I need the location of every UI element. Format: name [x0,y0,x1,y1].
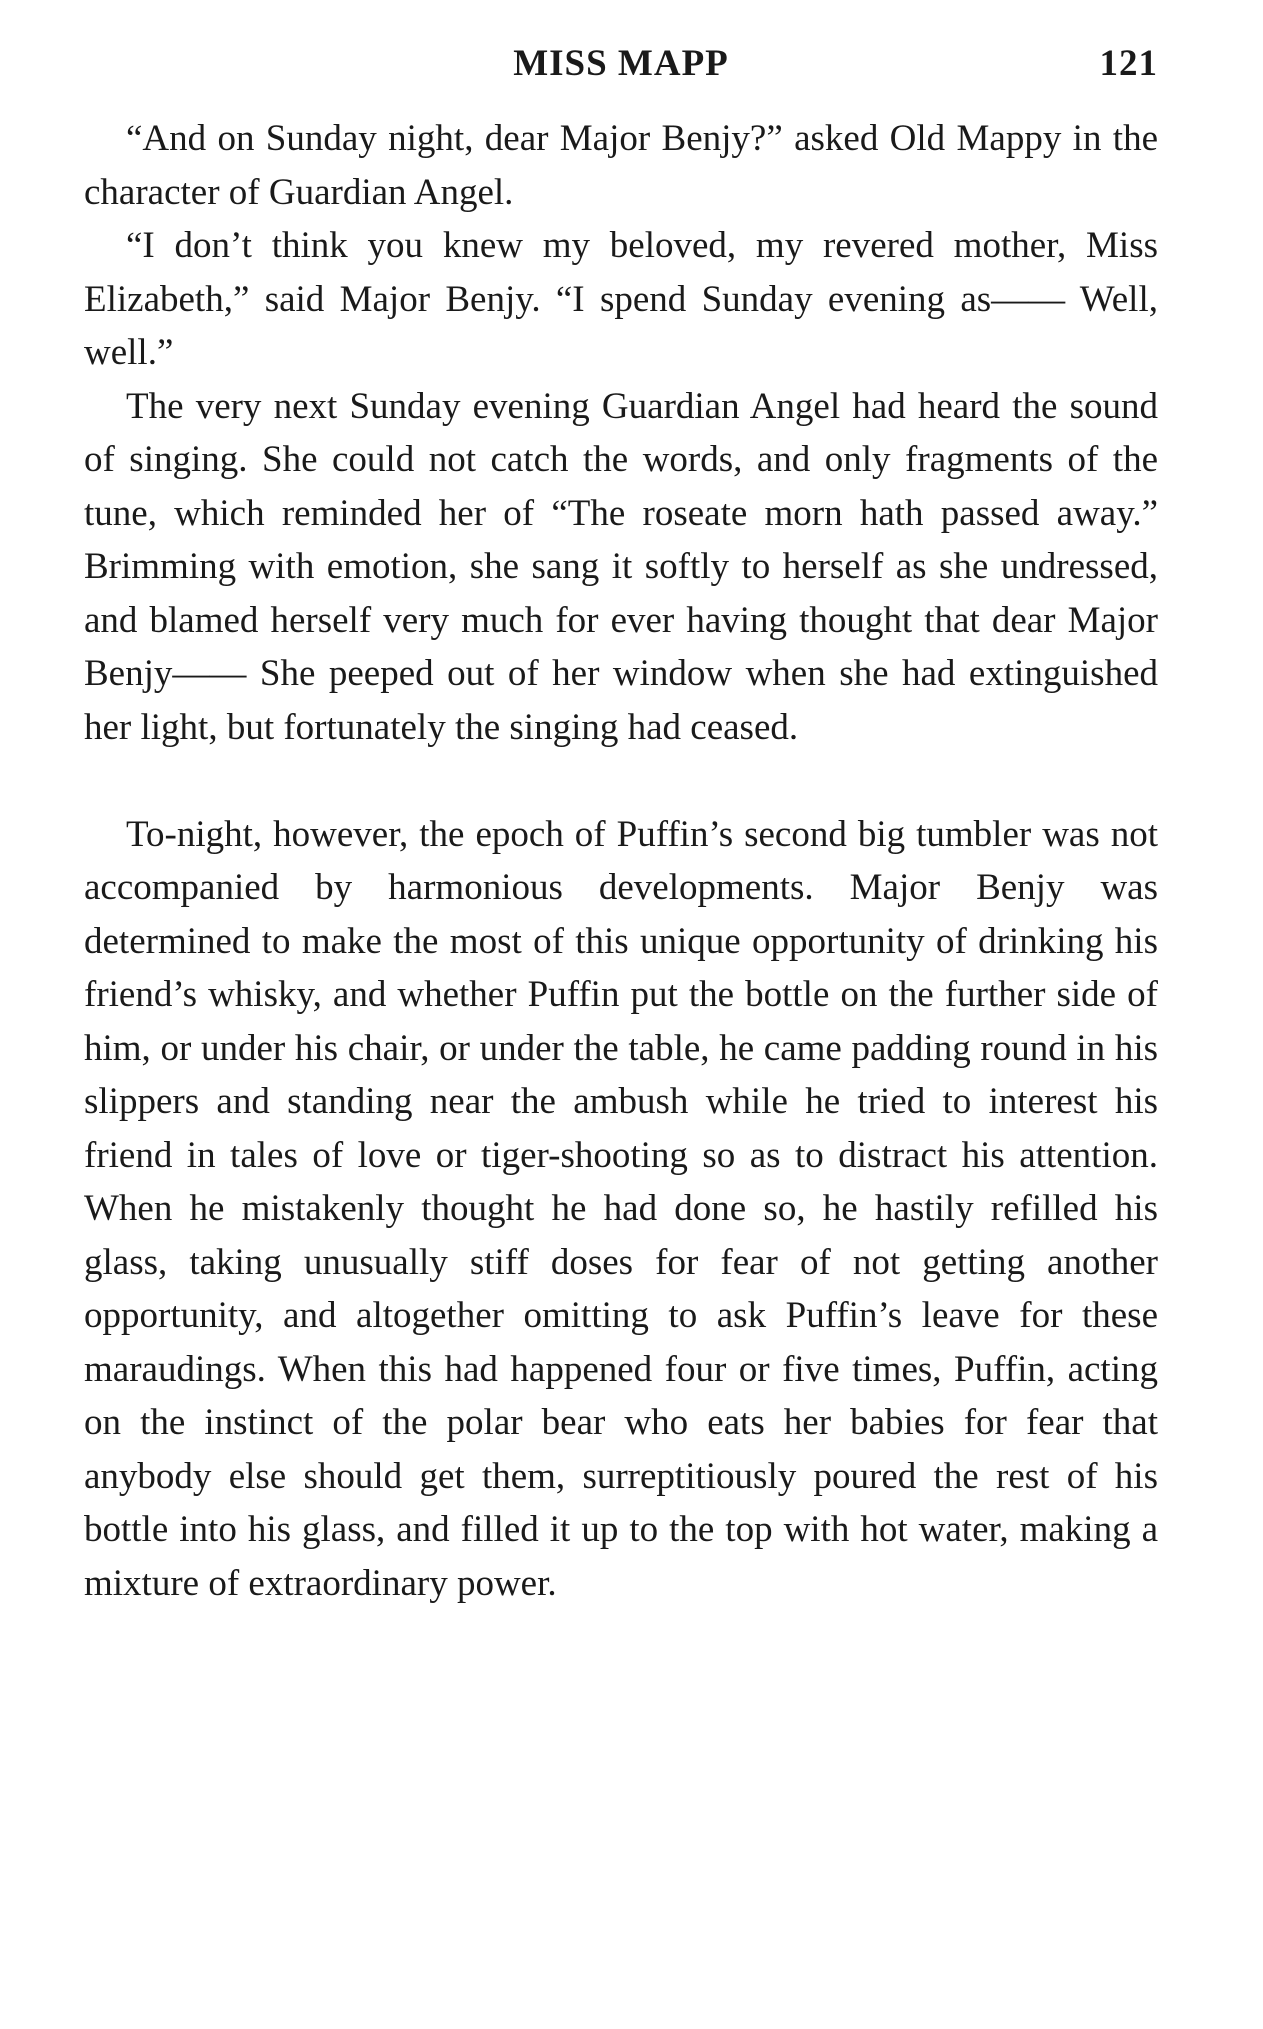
paragraph: The very next Sunday evening Guardian Angel had heard the sound of singing. She could not catch the words, and only fragments of the tune, which reminded her of “The roseate morn hath passed away.” Brimming with emotion, she sang it softly to herself as she undressed, and blamed herself very much for ever having thought that dear Major Benjy—— She peeped out of her window when she had extinguished her light, but fortunately the singing had ceased. [84,385,1158,748]
paragraph: “I don’t think you knew my beloved, my revered mother, Miss Elizabeth,” said Major Benjy. “I spend Sunday evening as—— Well, well.” [84,225,1158,373]
page-number: 121 [1099,43,1158,84]
running-title: MISS MAPP [513,43,729,84]
paragraph: To-night, however, the epoch of Puffin’s second big tumbler was not accompanied by harmonious developments. Major Benjy was determined to make the most of this unique opportunity of drinking his friend’s whisky, and whether Puffin put the bottle on the further side of him, or under his chair, or under the table, he came padding round in his slippers and standing near the ambush while he tried to interest his friend in tales of love or tiger-shooting so as to distract his attention. When he mistakenly thought he had done so, he hastily refilled his glass, taking unusually stiff doses for fear of not getting another opportunity, and altogether omitting to ask Puffin’s leave for these maraudings. When this had happened four or five times, Puffin, acting on the instinct of the polar bear who eats her babies for fear that anybody else should get them, surreptitiously poured the rest of his bottle into his glass, and filled it up to the top with hot water, making a mixture of extraordinary power. [84,813,1158,1604]
running-header [84,42,1158,98]
paragraph: “And on Sunday night, dear Major Benjy?” asked Old Mappy in the character of Guardian Angel. [84,118,1158,213]
body-text [84,112,1158,1610]
